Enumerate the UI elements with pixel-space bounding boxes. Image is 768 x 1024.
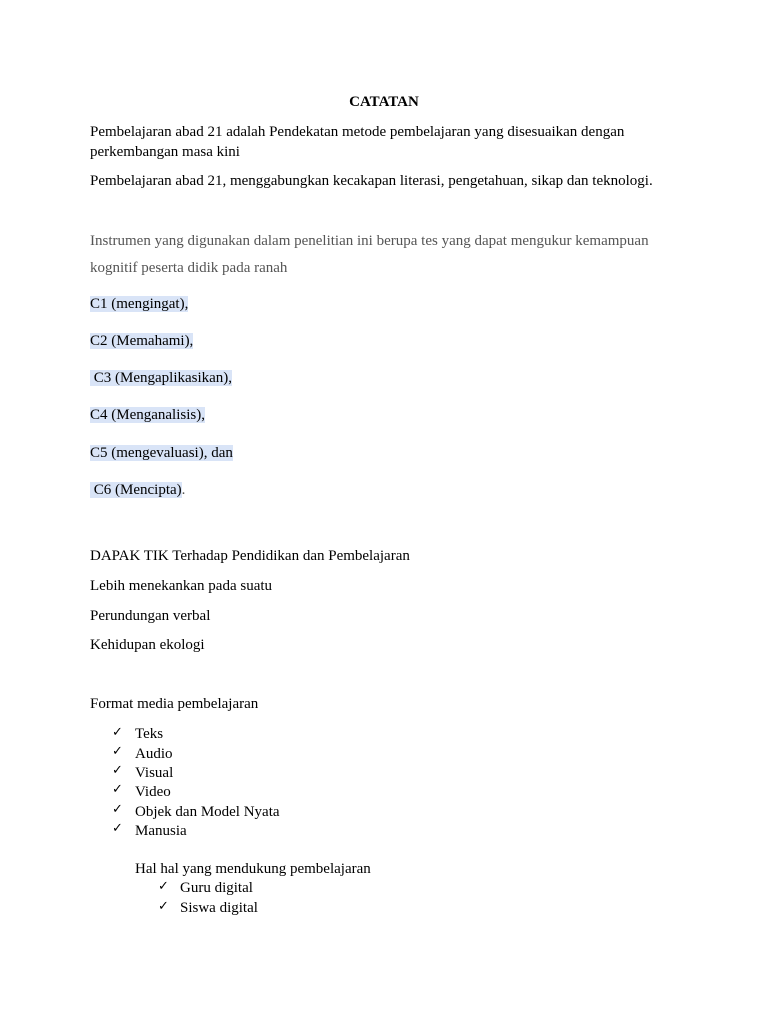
cognitive-level-c1 — [90, 294, 188, 314]
cognitive-level-c2-text: C2 (Memahami), — [90, 333, 194, 349]
cognitive-level-c1-text: C1 (mengingat), — [90, 296, 189, 312]
dampak-item-3: Kehidupan ekologi — [90, 637, 205, 653]
format-item-objek: Objek dan Model Nyata — [135, 804, 280, 820]
paragraph-instrumen-line1: Instrumen yang digunakan dalam penelitian ini berupa tes yang dapat mengukur kemampuan — [90, 233, 649, 249]
cognitive-level-c4-text: C4 (Menganalisis), — [90, 407, 205, 423]
dampak-heading: DAPAK TIK Terhadap Pendidikan dan Pembelajaran — [90, 548, 410, 564]
support-item-guru: Guru digital — [180, 880, 253, 896]
cognitive-level-c5-text: C5 (mengevaluasi), dan — [90, 445, 233, 461]
format-item-video: Video — [135, 784, 171, 800]
format-item-audio: Audio — [135, 746, 173, 762]
cognitive-level-c6-text: C6 (Mencipta) — [90, 482, 182, 498]
checkmark-icon: ✓ — [112, 725, 123, 740]
dampak-item-2: Perundungan verbal — [90, 608, 211, 624]
document-title: CATATAN — [349, 94, 419, 110]
format-heading: Format media pembelajaran — [90, 696, 259, 712]
dampak-item-1: Lebih menekankan pada suatu — [90, 578, 273, 594]
checkmark-icon: ✓ — [112, 802, 123, 817]
format-item-visual: Visual — [135, 765, 174, 781]
paragraph-abad21-skills: Pembelajaran abad 21, menggabungkan kecakapan literasi, pengetahuan, sikap dan teknologi. — [90, 173, 653, 189]
paragraph-instrumen-line2: kognitif peserta didik pada ranah — [90, 260, 288, 276]
checkmark-icon: ✓ — [158, 899, 169, 914]
checkmark-icon: ✓ — [112, 782, 123, 797]
cognitive-level-c4 — [90, 405, 205, 425]
cognitive-level-c5 — [90, 443, 233, 463]
cognitive-level-c2 — [90, 331, 193, 351]
support-heading: Hal hal yang mendukung pembelajaran — [135, 861, 371, 877]
cognitive-level-c6-period: . — [181, 482, 186, 498]
checkmark-icon: ✓ — [112, 744, 123, 759]
cognitive-level-c3-text: C3 (Mengaplikasikan), — [90, 370, 233, 386]
checkmark-icon: ✓ — [112, 763, 123, 778]
format-item-teks: Teks — [135, 726, 164, 742]
format-item-manusia: Manusia — [135, 823, 187, 839]
checkmark-icon: ✓ — [158, 879, 169, 894]
paragraph-abad21-definition: Pembelajaran abad 21 adalah Pendekatan metode pembelajaran yang disesuaikan dengan perkembangan masa kini — [90, 124, 625, 160]
checkmark-icon: ✓ — [112, 821, 123, 836]
cognitive-level-c6 — [90, 480, 185, 500]
cognitive-level-c3 — [90, 368, 232, 388]
support-item-siswa: Siswa digital — [180, 900, 258, 916]
